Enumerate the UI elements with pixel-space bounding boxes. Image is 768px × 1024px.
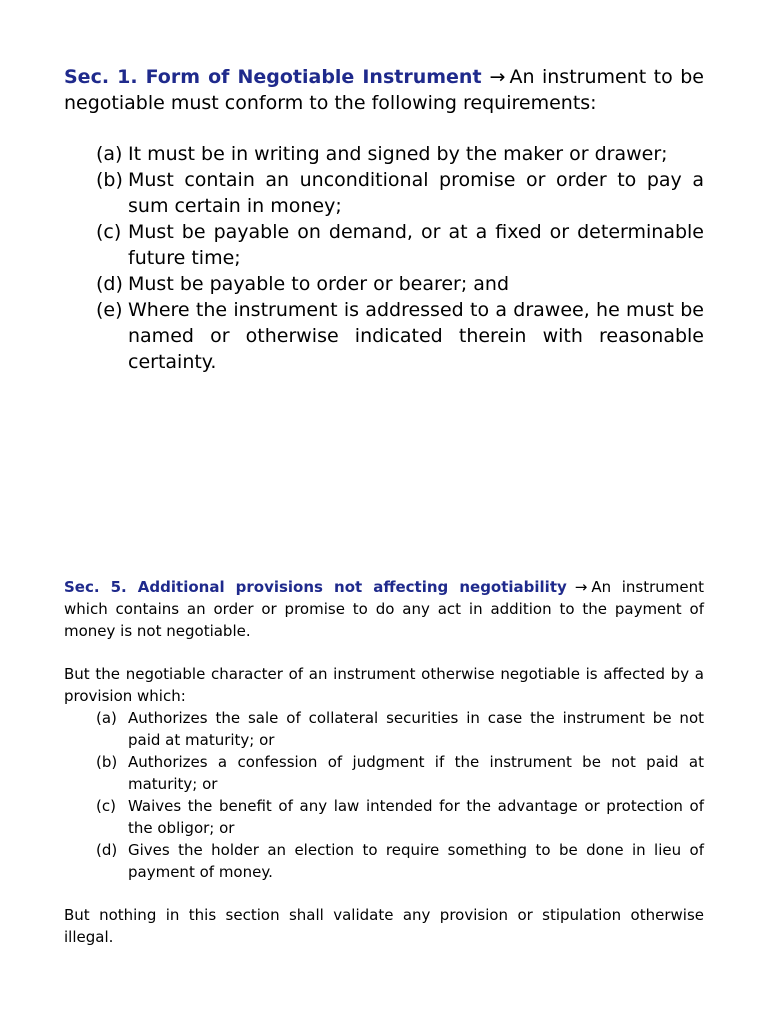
list-item-text: Authorizes a confession of judgment if the instrument be not paid at maturity; or: [128, 753, 704, 793]
section-1-intro: An instrument to be negotiable must conform to the following requirements:: [64, 66, 704, 114]
list-item-label: (c): [96, 797, 116, 815]
section-5-intro-paragraph: [64, 576, 704, 642]
section-1-heading: Sec. 1. Form of Negotiable Instrument: [64, 66, 482, 88]
list-item-text: It must be in writing and signed by the maker or drawer;: [128, 143, 668, 165]
section-5-paragraph-2: But the negotiable character of an instrument otherwise negotiable is affected by a provision which:: [64, 665, 704, 705]
list-item: [96, 141, 704, 167]
list-item: [96, 219, 704, 271]
section-1: [64, 64, 704, 375]
list-item-text: Must contain an unconditional promise or order to pay a sum certain in money;: [128, 169, 704, 217]
section-5-heading: Sec. 5. Additional provisions not affecting negotiability: [64, 578, 567, 596]
list-item-label: (c): [96, 221, 122, 243]
list-item-text: Must be payable on demand, or at a fixed or determinable future time;: [128, 221, 704, 269]
list-item-label: (e): [96, 299, 123, 321]
list-item-label: (b): [96, 169, 123, 191]
section-1-intro-paragraph: [64, 64, 704, 116]
section-5-closing: But nothing in this section shall validate any provision or stipulation otherwise illegal.: [64, 906, 704, 946]
list-item-text: Must be payable to order or bearer; and: [128, 273, 510, 295]
section-1-requirements-list: [64, 141, 704, 375]
list-item: [96, 839, 704, 883]
right-arrow-icon: →: [574, 578, 588, 596]
list-item-text: Where the instrument is addressed to a drawee, he must be named or otherwise indicated therein with reasonable certainty.: [128, 299, 704, 373]
list-item: [96, 795, 704, 839]
list-item-label: (b): [96, 753, 118, 771]
list-item: [96, 751, 704, 795]
list-item-text: Gives the holder an election to require something to be done in lieu of payment of money.: [128, 841, 704, 881]
list-item-label: (d): [96, 273, 123, 295]
right-arrow-icon: →: [489, 66, 506, 88]
list-item-label: (d): [96, 841, 118, 859]
section-5-provisions-list: [64, 707, 704, 883]
list-item-label: (a): [96, 709, 117, 727]
section-5: [64, 576, 704, 948]
list-item-text: Authorizes the sale of collateral securities in case the instrument be not paid at maturity; or: [128, 709, 704, 749]
list-item: [96, 167, 704, 219]
list-item-label: (a): [96, 143, 123, 165]
section-5-intro: An instrument which contains an order or promise to do any act in addition to the payment of money is not negotiable.: [64, 578, 704, 640]
list-item-text: Waives the benefit of any law intended for the advantage or protection of the obligor; or: [128, 797, 704, 837]
list-item: [96, 297, 704, 375]
list-item: [96, 707, 704, 751]
list-item: [96, 271, 704, 297]
